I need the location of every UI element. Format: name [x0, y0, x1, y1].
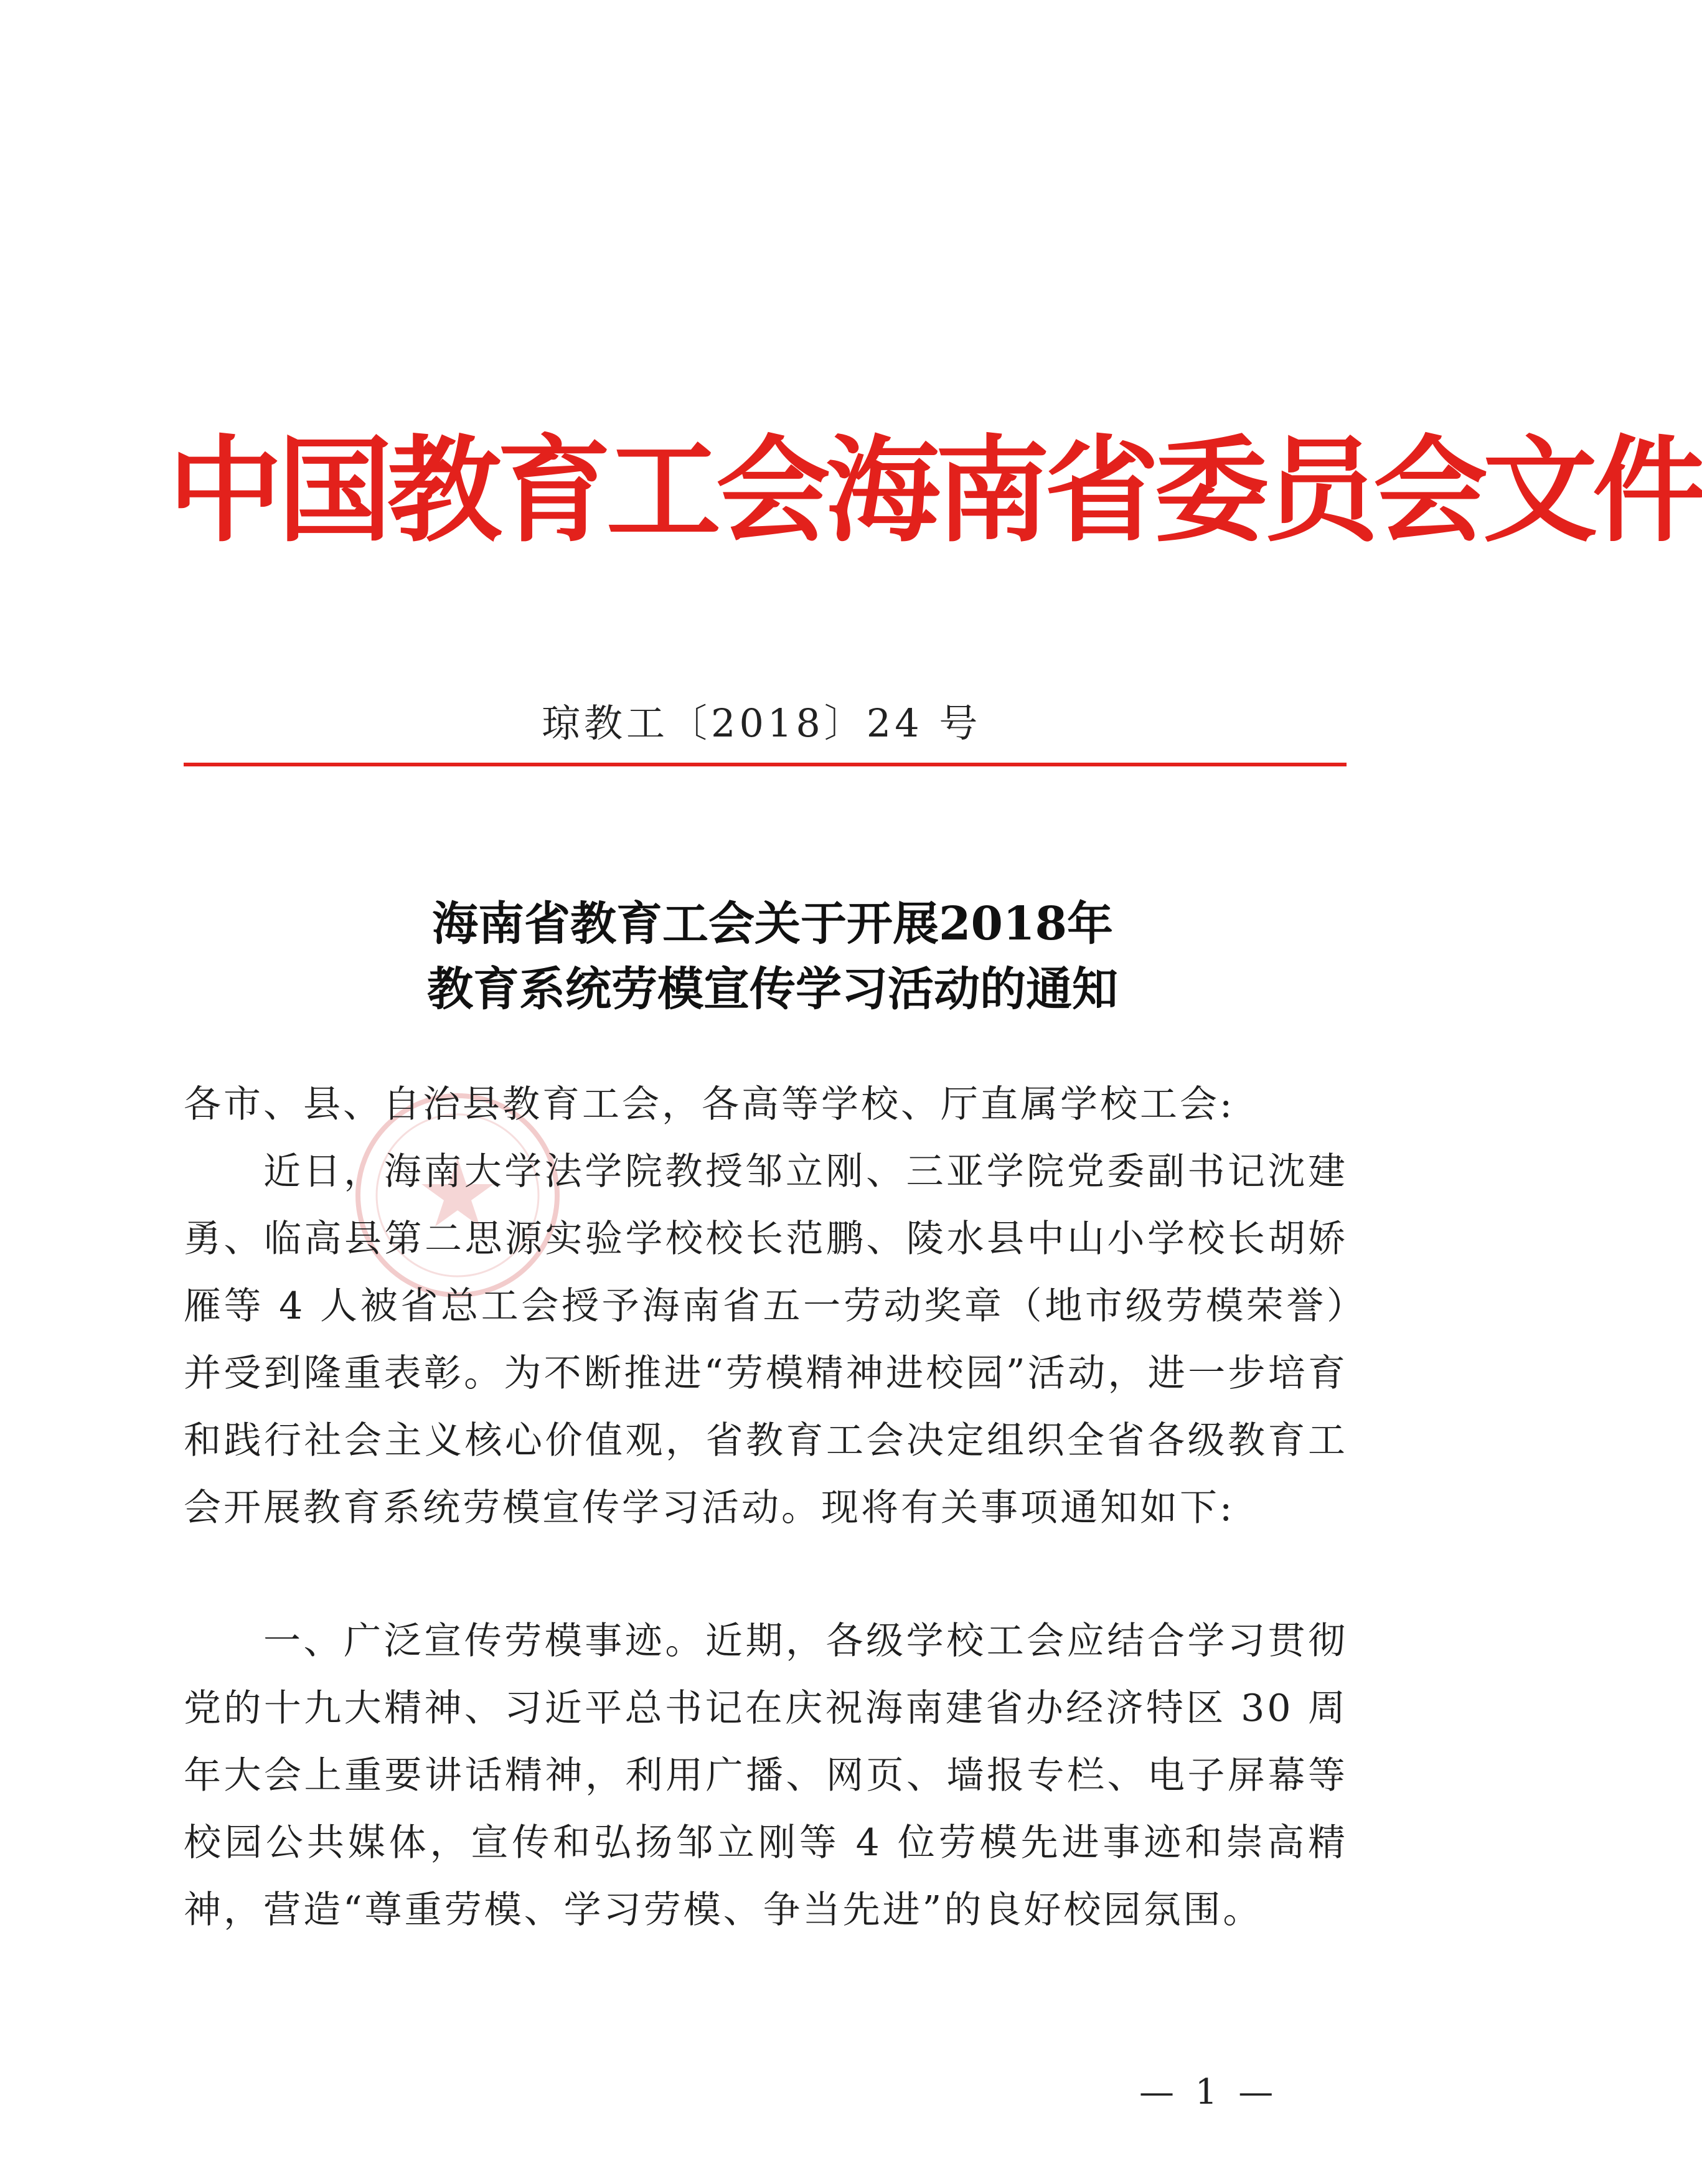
- document-header-title: 中国教育工会海南省委员会文件: [168, 425, 1702, 558]
- body-paragraph-1: 近日，海南大学法学院教授邹立刚、三亚学院党委副书记沈建勇、临高县第二思源实验学校校长范鹏、陵水县中山小学校长胡娇雁等 4 人被省总工会授予海南省五一劳动奖章（地市级劳模荣誉）并受到隆重表彰。为不断推进“劳模精神进校园”活动，进一步培育和践行社会主义核心价值观，省教育工会决定组织全省各级教育工会开展教育系统劳模宣传学习活动。现将有关事项通知如下:: [184, 1150, 1348, 1530]
- red-divider-line: [184, 763, 1347, 766]
- page-number: — 1 —: [1139, 2072, 1279, 2112]
- salutation: 各市、县、自治县教育工会，各高等学校、厅直属学校工会:: [184, 1083, 1235, 1126]
- notice-title-line-2: 教育系统劳模宣传学习活动的通知: [427, 963, 1118, 1016]
- notice-title-line-1: 海南省教育工会关于开展2018年: [432, 897, 1113, 951]
- document-number: 琼教工〔2018〕24 号: [542, 700, 982, 746]
- body-paragraph-2: 一、广泛宣传劳模事迹。近期，各级学校工会应结合学习贯彻党的十九大精神、习近平总书记在庆祝海南建省办经济特区 30 周年大会上重要讲话精神，利用广播、网页、墙报专栏、电子屏幕等校园公共媒体，宣传和弘扬邹立刚等 4 位劳模先进事迹和崇高精神，营造“尊重劳模、学习劳模、争当先进”的良好校园氛围。: [184, 1619, 1348, 1932]
